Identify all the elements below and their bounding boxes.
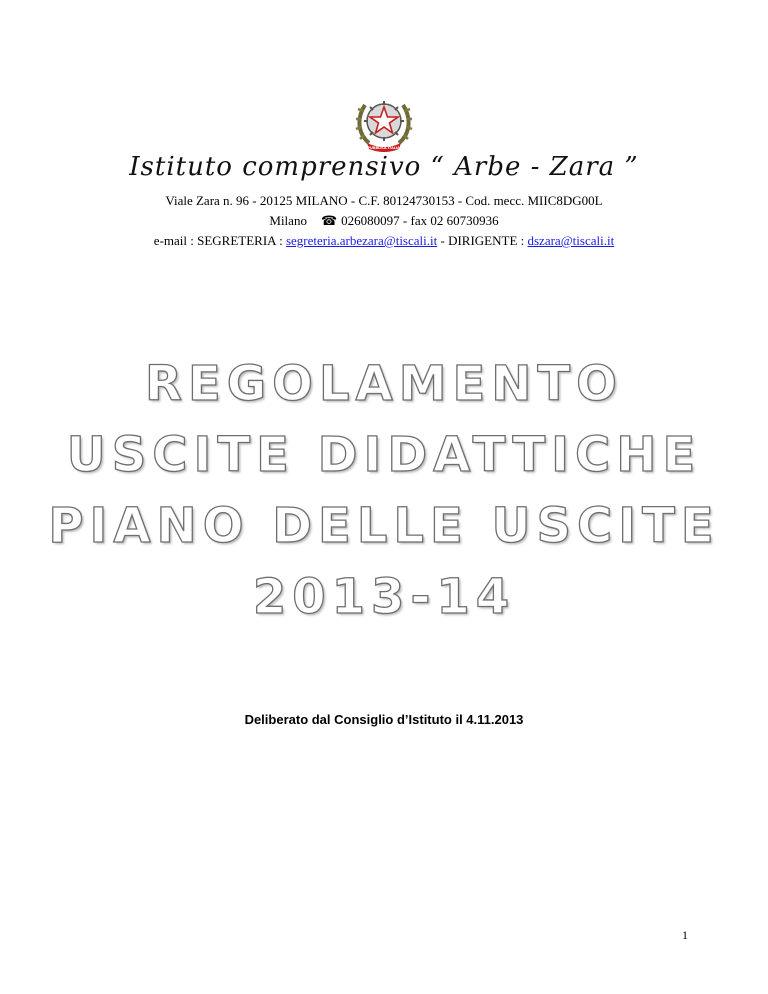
approval-note: Deliberato dal Consiglio d’Istituto il 4.11.2013 bbox=[244, 712, 524, 727]
address-line: Viale Zara n. 96 - 20125 MILANO - C.F. 80124730153 - Cod. mecc. MIIC8DG00L bbox=[165, 193, 603, 208]
email-line bbox=[0, 233, 768, 249]
title-line-3: PIANO DELLE USCITE bbox=[48, 498, 720, 554]
email-separator: - DIRIGENTE : bbox=[437, 233, 528, 248]
title-line-1: REGOLAMENTO bbox=[145, 356, 623, 412]
italian-republic-emblem-icon bbox=[355, 93, 413, 155]
document-title bbox=[0, 356, 768, 644]
school-name: Istituto comprensivo “ Arbe - Zara ” bbox=[129, 152, 639, 182]
phone-numbers: 026080097 - fax 02 60730936 bbox=[341, 213, 499, 228]
svg-text:REPUBBLICA ITALIANA: REPUBBLICA ITALIANA bbox=[362, 146, 406, 150]
phone-line bbox=[0, 213, 768, 229]
email-label: e-mail : SEGRETERIA : bbox=[153, 233, 286, 248]
email-segreteria-link[interactable]: segreteria.arbezara@tiscali.it bbox=[285, 233, 438, 248]
city: Milano bbox=[269, 213, 307, 228]
title-line-2: USCITE DIDATTICHE bbox=[66, 427, 702, 483]
email-dirigente-link[interactable]: dszara@tiscali.it bbox=[527, 233, 615, 248]
title-line-4: 2013-14 bbox=[252, 569, 516, 625]
page-number: 1 bbox=[682, 928, 688, 942]
telephone-icon: ☎ bbox=[320, 214, 338, 229]
